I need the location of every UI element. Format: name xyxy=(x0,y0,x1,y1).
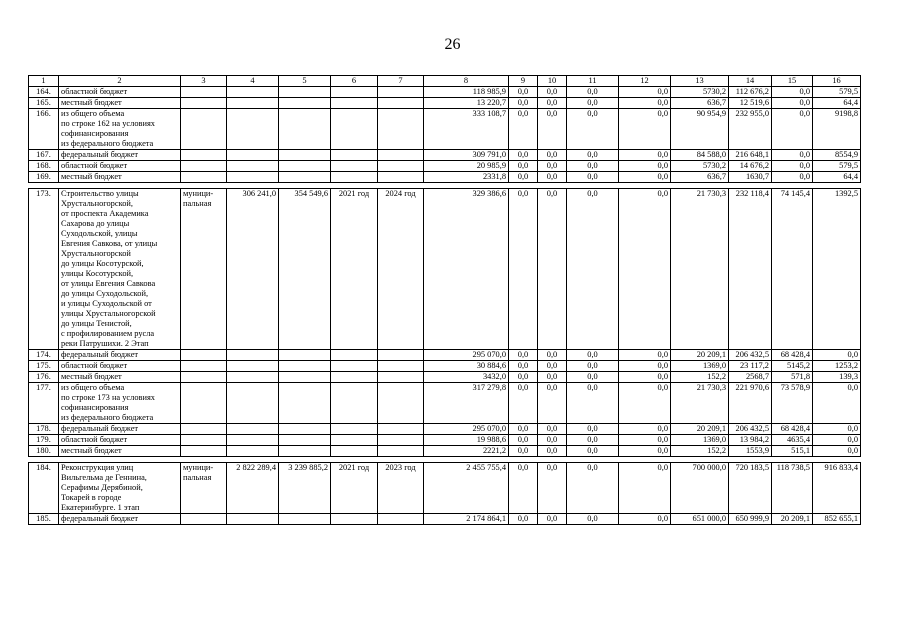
row-number-cell: 177. xyxy=(29,383,59,424)
value-cell: 1369,0 xyxy=(671,435,729,446)
row-label-cell: областной бюджет xyxy=(59,435,181,446)
value-cell: 0,0 xyxy=(567,189,619,350)
value-cell xyxy=(331,109,378,150)
value-cell: 2221,2 xyxy=(424,446,509,457)
value-cell: 13 984,2 xyxy=(729,435,772,446)
value-cell xyxy=(279,161,331,172)
value-cell: 0,0 xyxy=(538,361,567,372)
row-label-cell: местный бюджет xyxy=(59,172,181,183)
value-cell xyxy=(331,172,378,183)
value-cell: 0,0 xyxy=(538,98,567,109)
value-cell: 0,0 xyxy=(509,150,538,161)
value-cell: 0,0 xyxy=(567,514,619,525)
value-cell xyxy=(227,435,279,446)
column-header: 5 xyxy=(279,76,331,87)
value-cell: 0,0 xyxy=(509,463,538,514)
value-cell: 0,0 xyxy=(813,435,861,446)
value-cell xyxy=(378,350,424,361)
value-cell: 112 676,2 xyxy=(729,87,772,98)
value-cell: 916 833,4 xyxy=(813,463,861,514)
value-cell: 2 455 755,4 xyxy=(424,463,509,514)
value-cell: 14 676,2 xyxy=(729,161,772,172)
value-cell: 0,0 xyxy=(619,372,671,383)
value-cell: 2021 год xyxy=(331,463,378,514)
value-cell: 0,0 xyxy=(509,424,538,435)
value-cell: 0,0 xyxy=(509,361,538,372)
value-cell: 0,0 xyxy=(509,514,538,525)
value-cell xyxy=(378,161,424,172)
value-cell: 64,4 xyxy=(813,98,861,109)
value-cell: 8554,9 xyxy=(813,150,861,161)
value-cell: 68 428,4 xyxy=(772,424,813,435)
value-cell: 0,0 xyxy=(619,424,671,435)
table-row xyxy=(29,350,861,361)
value-cell xyxy=(181,383,227,424)
value-cell xyxy=(279,424,331,435)
value-cell: 2 174 864,1 xyxy=(424,514,509,525)
value-cell xyxy=(279,383,331,424)
value-cell xyxy=(378,424,424,435)
column-header: 15 xyxy=(772,76,813,87)
value-cell: 0,0 xyxy=(538,87,567,98)
row-number-cell: 169. xyxy=(29,172,59,183)
column-header: 6 xyxy=(331,76,378,87)
value-cell xyxy=(331,372,378,383)
value-cell xyxy=(378,172,424,183)
value-cell: 0,0 xyxy=(772,98,813,109)
column-header: 8 xyxy=(424,76,509,87)
value-cell xyxy=(227,98,279,109)
column-header: 9 xyxy=(509,76,538,87)
value-cell: 3 239 885,2 xyxy=(279,463,331,514)
value-cell: 0,0 xyxy=(509,350,538,361)
row-number-cell: 167. xyxy=(29,150,59,161)
column-header: 13 xyxy=(671,76,729,87)
value-cell xyxy=(227,446,279,457)
value-cell xyxy=(331,424,378,435)
value-cell: 84 588,0 xyxy=(671,150,729,161)
value-cell: 0,0 xyxy=(772,109,813,150)
value-cell: 0,0 xyxy=(538,189,567,350)
value-cell xyxy=(181,435,227,446)
value-cell: 0,0 xyxy=(619,435,671,446)
row-number-cell: 173. xyxy=(29,189,59,350)
value-cell xyxy=(279,98,331,109)
row-label-cell: Строительство улицы Хрустальногорской, от проспекта Академика Сахарова до улицы Суходольской, улицы Евгения Савкова, от улицы Хрустальногорской до улицы Косотурской, улицы Косотурской, от улицы Евгения Савкова до улицы Суходольской, и улицы Суходольской от улицы Хрустальногорской до улицы Тенистой, с профилированием русла реки Патрушихи. 2 Этап xyxy=(59,189,181,350)
value-cell: 0,0 xyxy=(538,463,567,514)
value-cell: 0,0 xyxy=(619,98,671,109)
value-cell: 329 386,6 xyxy=(424,189,509,350)
row-label-cell: местный бюджет xyxy=(59,446,181,457)
value-cell xyxy=(378,514,424,525)
value-cell: 0,0 xyxy=(619,361,671,372)
value-cell: 74 145,4 xyxy=(772,189,813,350)
value-cell: 0,0 xyxy=(567,109,619,150)
value-cell: 0,0 xyxy=(538,372,567,383)
table-row xyxy=(29,446,861,457)
value-cell: 20 209,1 xyxy=(772,514,813,525)
value-cell: 152,2 xyxy=(671,446,729,457)
value-cell: 139,3 xyxy=(813,372,861,383)
column-header: 1 xyxy=(29,76,59,87)
value-cell xyxy=(181,350,227,361)
value-cell xyxy=(378,383,424,424)
value-cell: 21 730,3 xyxy=(671,189,729,350)
value-cell: 0,0 xyxy=(509,383,538,424)
value-cell: 5145,2 xyxy=(772,361,813,372)
row-number-cell: 175. xyxy=(29,361,59,372)
value-cell: 0,0 xyxy=(567,424,619,435)
value-cell: 0,0 xyxy=(619,383,671,424)
value-cell: 0,0 xyxy=(538,424,567,435)
value-cell: 0,0 xyxy=(619,189,671,350)
value-cell: 0,0 xyxy=(509,446,538,457)
value-cell: 2021 год xyxy=(331,189,378,350)
column-header: 10 xyxy=(538,76,567,87)
value-cell: 2331,8 xyxy=(424,172,509,183)
table-row xyxy=(29,161,861,172)
value-cell: 0,0 xyxy=(619,514,671,525)
value-cell xyxy=(331,87,378,98)
value-cell: 0,0 xyxy=(538,150,567,161)
value-cell: 636,7 xyxy=(671,98,729,109)
table-row xyxy=(29,463,861,514)
value-cell: 0,0 xyxy=(619,463,671,514)
value-cell xyxy=(227,172,279,183)
value-cell xyxy=(181,361,227,372)
value-cell xyxy=(227,514,279,525)
row-label-cell: областной бюджет xyxy=(59,87,181,98)
table-row xyxy=(29,383,861,424)
value-cell: 0,0 xyxy=(567,150,619,161)
row-number-cell: 180. xyxy=(29,446,59,457)
column-header: 2 xyxy=(59,76,181,87)
row-label-cell: местный бюджет xyxy=(59,98,181,109)
value-cell: 0,0 xyxy=(538,109,567,150)
value-cell xyxy=(331,383,378,424)
value-cell xyxy=(279,361,331,372)
value-cell: 0,0 xyxy=(567,98,619,109)
value-cell: 0,0 xyxy=(813,383,861,424)
value-cell: 0,0 xyxy=(567,172,619,183)
value-cell: 0,0 xyxy=(567,446,619,457)
value-cell: 206 432,5 xyxy=(729,350,772,361)
row-label-cell: из общего объема по строке 173 на условиях софинансирования из федерального бюджета xyxy=(59,383,181,424)
column-header: 11 xyxy=(567,76,619,87)
value-cell: 2023 год xyxy=(378,463,424,514)
value-cell: 30 884,6 xyxy=(424,361,509,372)
table-row xyxy=(29,361,861,372)
value-cell: 0,0 xyxy=(567,161,619,172)
column-header: 14 xyxy=(729,76,772,87)
value-cell xyxy=(181,109,227,150)
row-number-cell: 179. xyxy=(29,435,59,446)
table-row xyxy=(29,372,861,383)
value-cell: 354 549,6 xyxy=(279,189,331,350)
value-cell xyxy=(378,109,424,150)
value-cell: 0,0 xyxy=(509,87,538,98)
value-cell xyxy=(331,435,378,446)
value-cell xyxy=(227,87,279,98)
value-cell: 0,0 xyxy=(538,446,567,457)
value-cell: 0,0 xyxy=(538,172,567,183)
row-number-cell: 164. xyxy=(29,87,59,98)
column-header: 4 xyxy=(227,76,279,87)
value-cell: 19 988,6 xyxy=(424,435,509,446)
table-row xyxy=(29,435,861,446)
row-number-cell: 176. xyxy=(29,372,59,383)
value-cell xyxy=(378,372,424,383)
value-cell xyxy=(331,514,378,525)
value-cell: 1369,0 xyxy=(671,361,729,372)
value-cell: 90 954,9 xyxy=(671,109,729,150)
value-cell: 650 999,9 xyxy=(729,514,772,525)
value-cell xyxy=(181,372,227,383)
table-row xyxy=(29,189,861,350)
value-cell xyxy=(279,172,331,183)
value-cell: 221 970,6 xyxy=(729,383,772,424)
value-cell: 118 738,5 xyxy=(772,463,813,514)
value-cell: 0,0 xyxy=(509,98,538,109)
value-cell: 0,0 xyxy=(538,514,567,525)
value-cell: 0,0 xyxy=(567,372,619,383)
value-cell xyxy=(181,150,227,161)
value-cell: 0,0 xyxy=(567,87,619,98)
value-cell: 0,0 xyxy=(538,350,567,361)
value-cell: 9198,8 xyxy=(813,109,861,150)
row-number-cell: 178. xyxy=(29,424,59,435)
value-cell xyxy=(181,98,227,109)
value-cell xyxy=(331,446,378,457)
value-cell: 23 117,2 xyxy=(729,361,772,372)
value-cell: 1392,5 xyxy=(813,189,861,350)
value-cell: 73 578,9 xyxy=(772,383,813,424)
value-cell: 571,8 xyxy=(772,372,813,383)
value-cell: 64,4 xyxy=(813,172,861,183)
value-cell: 0,0 xyxy=(567,361,619,372)
value-cell xyxy=(181,514,227,525)
value-cell: 0,0 xyxy=(509,172,538,183)
value-cell: 0,0 xyxy=(772,172,813,183)
value-cell xyxy=(227,150,279,161)
value-cell: 651 000,0 xyxy=(671,514,729,525)
value-cell: 12 519,6 xyxy=(729,98,772,109)
row-label-cell: областной бюджет xyxy=(59,361,181,372)
value-cell: 515,1 xyxy=(772,446,813,457)
value-cell: 0,0 xyxy=(772,150,813,161)
value-cell: 152,2 xyxy=(671,372,729,383)
value-cell xyxy=(331,350,378,361)
value-cell: 4635,4 xyxy=(772,435,813,446)
value-cell xyxy=(279,514,331,525)
value-cell: 21 730,3 xyxy=(671,383,729,424)
value-cell xyxy=(331,98,378,109)
row-label-cell: Реконструкция улиц Вильгельма де Геннина, Серафимы Дерябиной, Токарей в городе Екатеринбурге. 1 этап xyxy=(59,463,181,514)
table-row xyxy=(29,424,861,435)
value-cell: 852 655,1 xyxy=(813,514,861,525)
column-header: 12 xyxy=(619,76,671,87)
value-cell: 20 985,9 xyxy=(424,161,509,172)
column-header: 7 xyxy=(378,76,424,87)
value-cell xyxy=(181,424,227,435)
value-cell: 700 000,0 xyxy=(671,463,729,514)
value-cell: 306 241,0 xyxy=(227,189,279,350)
value-cell: 0,0 xyxy=(619,161,671,172)
value-cell xyxy=(227,350,279,361)
value-cell: 0,0 xyxy=(567,435,619,446)
row-number-cell: 165. xyxy=(29,98,59,109)
value-cell: 0,0 xyxy=(619,109,671,150)
value-cell: 295 070,0 xyxy=(424,424,509,435)
row-label-cell: федеральный бюджет xyxy=(59,514,181,525)
value-cell: 1630,7 xyxy=(729,172,772,183)
value-cell: 13 220,7 xyxy=(424,98,509,109)
value-cell: 0,0 xyxy=(567,463,619,514)
value-cell: 0,0 xyxy=(509,372,538,383)
value-cell: 2 822 289,4 xyxy=(227,463,279,514)
row-label-cell: областной бюджет xyxy=(59,161,181,172)
value-cell: 0,0 xyxy=(509,109,538,150)
value-cell: 2568,7 xyxy=(729,372,772,383)
value-cell xyxy=(279,446,331,457)
row-label-cell: федеральный бюджет xyxy=(59,424,181,435)
value-cell: 5730,2 xyxy=(671,161,729,172)
row-number-cell: 174. xyxy=(29,350,59,361)
row-number-cell: 185. xyxy=(29,514,59,525)
value-cell xyxy=(378,87,424,98)
value-cell: 206 432,5 xyxy=(729,424,772,435)
value-cell xyxy=(227,424,279,435)
row-number-cell: 166. xyxy=(29,109,59,150)
value-cell: 0,0 xyxy=(538,435,567,446)
value-cell xyxy=(227,383,279,424)
value-cell xyxy=(378,361,424,372)
value-cell: 0,0 xyxy=(813,446,861,457)
page-number: 26 xyxy=(444,36,461,53)
value-cell xyxy=(279,435,331,446)
value-cell xyxy=(279,87,331,98)
budget-table xyxy=(28,75,861,525)
value-cell: 579,5 xyxy=(813,87,861,98)
value-cell xyxy=(378,150,424,161)
value-cell xyxy=(279,350,331,361)
table-row xyxy=(29,98,861,109)
table-row xyxy=(29,109,861,150)
value-cell: 636,7 xyxy=(671,172,729,183)
table-row xyxy=(29,514,861,525)
value-cell xyxy=(181,172,227,183)
column-header: 3 xyxy=(181,76,227,87)
value-cell: 20 209,1 xyxy=(671,424,729,435)
value-cell: 2024 год xyxy=(378,189,424,350)
value-cell: 0,0 xyxy=(619,350,671,361)
value-cell: 0,0 xyxy=(509,435,538,446)
value-cell xyxy=(331,161,378,172)
value-cell xyxy=(279,372,331,383)
value-cell: 0,0 xyxy=(538,383,567,424)
value-cell: 333 108,7 xyxy=(424,109,509,150)
value-cell: 720 183,5 xyxy=(729,463,772,514)
value-cell: муници- пальная xyxy=(181,463,227,514)
value-cell: 317 279,8 xyxy=(424,383,509,424)
value-cell: 0,0 xyxy=(538,161,567,172)
value-cell: 1553,9 xyxy=(729,446,772,457)
value-cell: 0,0 xyxy=(619,87,671,98)
value-cell xyxy=(181,161,227,172)
value-cell: 68 428,4 xyxy=(772,350,813,361)
value-cell: 118 985,9 xyxy=(424,87,509,98)
table-row xyxy=(29,172,861,183)
value-cell xyxy=(331,150,378,161)
value-cell xyxy=(279,150,331,161)
row-number-cell: 168. xyxy=(29,161,59,172)
table-row xyxy=(29,150,861,161)
value-cell xyxy=(181,87,227,98)
value-cell: 0,0 xyxy=(509,189,538,350)
value-cell xyxy=(227,361,279,372)
value-cell: 20 209,1 xyxy=(671,350,729,361)
row-label-cell: местный бюджет xyxy=(59,372,181,383)
value-cell xyxy=(378,446,424,457)
value-cell: 0,0 xyxy=(509,161,538,172)
value-cell xyxy=(227,372,279,383)
value-cell: 295 070,0 xyxy=(424,350,509,361)
value-cell: муници- пальная xyxy=(181,189,227,350)
value-cell: 1253,2 xyxy=(813,361,861,372)
value-cell xyxy=(331,361,378,372)
table-row xyxy=(29,87,861,98)
value-cell xyxy=(181,446,227,457)
value-cell: 5730,2 xyxy=(671,87,729,98)
value-cell xyxy=(279,109,331,150)
value-cell: 232 955,0 xyxy=(729,109,772,150)
row-number-cell: 184. xyxy=(29,463,59,514)
value-cell xyxy=(378,435,424,446)
value-cell: 0,0 xyxy=(772,87,813,98)
value-cell: 3432,0 xyxy=(424,372,509,383)
row-label-cell: федеральный бюджет xyxy=(59,150,181,161)
value-cell: 232 118,4 xyxy=(729,189,772,350)
row-label-cell: из общего объема по строке 162 на условиях софинансирования из федерального бюджета xyxy=(59,109,181,150)
value-cell: 0,0 xyxy=(772,161,813,172)
value-cell xyxy=(227,109,279,150)
column-header: 16 xyxy=(813,76,861,87)
value-cell: 0,0 xyxy=(619,172,671,183)
value-cell: 0,0 xyxy=(567,383,619,424)
value-cell: 0,0 xyxy=(813,424,861,435)
value-cell: 0,0 xyxy=(619,446,671,457)
value-cell: 216 648,1 xyxy=(729,150,772,161)
value-cell xyxy=(227,161,279,172)
value-cell: 0,0 xyxy=(567,350,619,361)
column-header-row xyxy=(29,76,861,87)
value-cell: 309 791,0 xyxy=(424,150,509,161)
value-cell: 0,0 xyxy=(813,350,861,361)
value-cell: 0,0 xyxy=(619,150,671,161)
row-label-cell: федеральный бюджет xyxy=(59,350,181,361)
value-cell xyxy=(378,98,424,109)
value-cell: 579,5 xyxy=(813,161,861,172)
